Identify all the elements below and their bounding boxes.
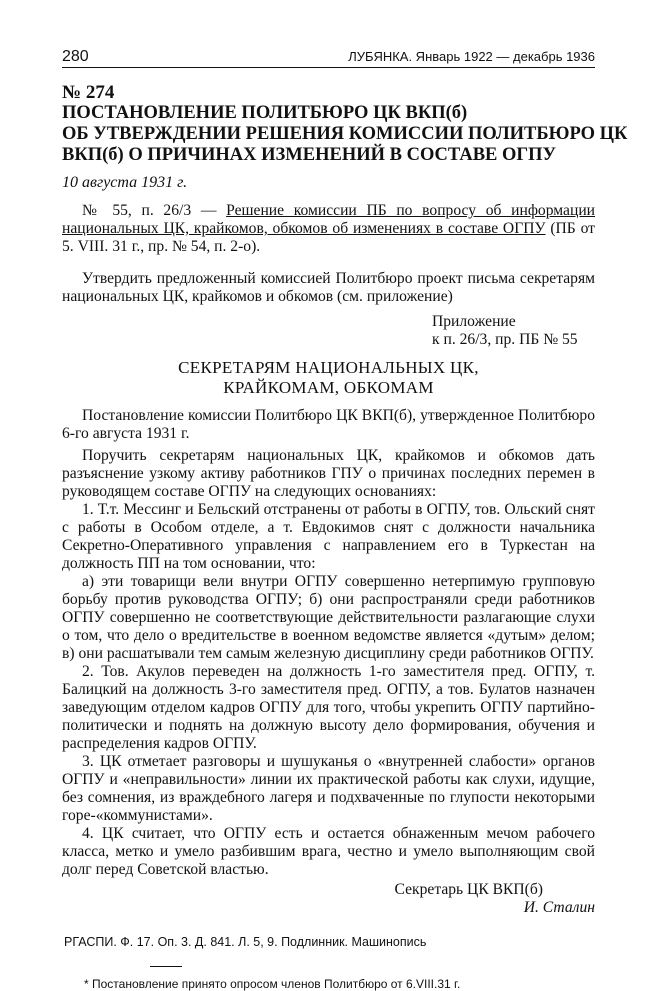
page-number: 280 xyxy=(62,48,89,65)
title-line: ОБ УТВЕРЖДЕНИИ РЕШЕНИЯ КОМИССИИ ПОЛИТБЮРО ЦК xyxy=(62,124,628,144)
document-page xyxy=(62,48,628,991)
signature-name: И. Сталин xyxy=(523,899,595,916)
document-number: № 274 xyxy=(62,82,115,103)
title-line: ПОСТАНОВЛЕНИЕ ПОЛИТБЮРО ЦК ВКП(б) xyxy=(62,103,468,123)
letter-paragraph: Постановление комиссии Политбюро ЦК ВКП(б), утвержденное Политбюро 6-го августа 1931 г. xyxy=(62,407,595,442)
letter-paragraph: а) эти товарищи вели внутри ОГПУ совершенно нетерпимую групповую борьбу против руководства ОГПУ; б) они распространяли среди работников ОГПУ совершенно не соответствующие действительности разлагающие слухи о том, что дело о вредительстве в военном ведомстве является «дутым» делом; в) они расшатывали тем самым железную дисциплину среди работников ОГПУ. xyxy=(62,573,595,662)
letter-paragraph: 1. Т.т. Мессинг и Бельский отстранены от работы в ОГПУ, тов. Ольский снят с работы в Особом отделе, а т. Евдокимов снят с должности начальника Секретно-Оперативного управления с направлением его в Туркестан на должность ПП на том основании, что: xyxy=(62,501,595,572)
archive-source: РГАСПИ. Ф. 17. Оп. 3. Д. 841. Л. 5, 9. Подлинник. Машинопись xyxy=(64,935,427,949)
title-line: ВКП(б) О ПРИЧИНАХ ИЗМЕНЕНИЙ В СОСТАВЕ ОГПУ xyxy=(62,145,557,165)
running-title: ЛУБЯНКА. Январь 1922 — декабрь 1936 xyxy=(348,49,595,64)
signature-title: Секретарь ЦК ВКП(б) xyxy=(394,881,543,898)
running-header xyxy=(62,48,595,68)
footnote-divider xyxy=(150,966,182,967)
footnote: * Постановление принято опросом членов Политбюро от 6.VIII.31 г. xyxy=(84,977,461,991)
letter-heading-line: КРАЙКОМАМ, ОБКОМАМ xyxy=(223,378,434,397)
document-title xyxy=(62,103,628,166)
letter-heading xyxy=(62,358,595,398)
decision-text: Утвердить предложенный комиссией Политбюро проект письма секретарям национальных ЦК, крайкомов и обкомов (см. приложение) xyxy=(62,270,595,305)
document-date: 10 августа 1931 г. xyxy=(62,174,188,191)
letter-paragraph: 2. Тов. Акулов переведен на должность 1-го заместителя пред. ОГПУ, т. Балицкий на должность 3-го заместителя пред. ОГПУ, а тов. Булатов назначен заведующим отделом кадров ОГПУ для того, чтобы укрепить ОГПУ партийно-политически и поднять на должную высоту дело формирования, обучения и распределения кадров ОГПУ. xyxy=(62,663,595,752)
protocol-entry xyxy=(62,202,595,256)
appendix-ref: к п. 26/3, пр. ПБ № 55 xyxy=(432,331,578,348)
appendix-note xyxy=(432,313,595,349)
letter-heading-line: СЕКРЕТАРЯМ НАЦИОНАЛЬНЫХ ЦК, xyxy=(178,358,479,377)
letter-paragraph: Поручить секретарям национальных ЦК, крайкомов и обкомов дать разъяснение узкому активу работников ГПУ о причинах последних перемен в руководящем составе ОГПУ на следующих основаниях: xyxy=(62,447,595,500)
protocol-note: (ПБ от 5. VIII. 31 г., пр. № 54, п. 2-о). xyxy=(62,220,595,255)
protocol-ref: № 55, п. 26/3 — xyxy=(82,202,217,219)
appendix-label: Приложение xyxy=(432,313,516,330)
letter-paragraph: 4. ЦК считает, что ОГПУ есть и остается обнаженным мечом рабочего класса, метко и умело разбившим врага, честно и умело выполняющим свой долг перед Советской властью. xyxy=(62,825,595,878)
decision-subject: Решение комиссии ПБ по вопросу об информации национальных ЦК, крайкомов, обкомов об изменениях в составе ОГПУ xyxy=(62,202,596,237)
letter-paragraph: 3. ЦК отметает разговоры и шушуканья о «внутренней слабости» органов ОГПУ и «неправильности» линии их практической работы как слухи, идущие, без сомнения, из враждебного лагеря и подхваченные по глупости некоторыми горе-«коммунистами». xyxy=(62,753,595,824)
